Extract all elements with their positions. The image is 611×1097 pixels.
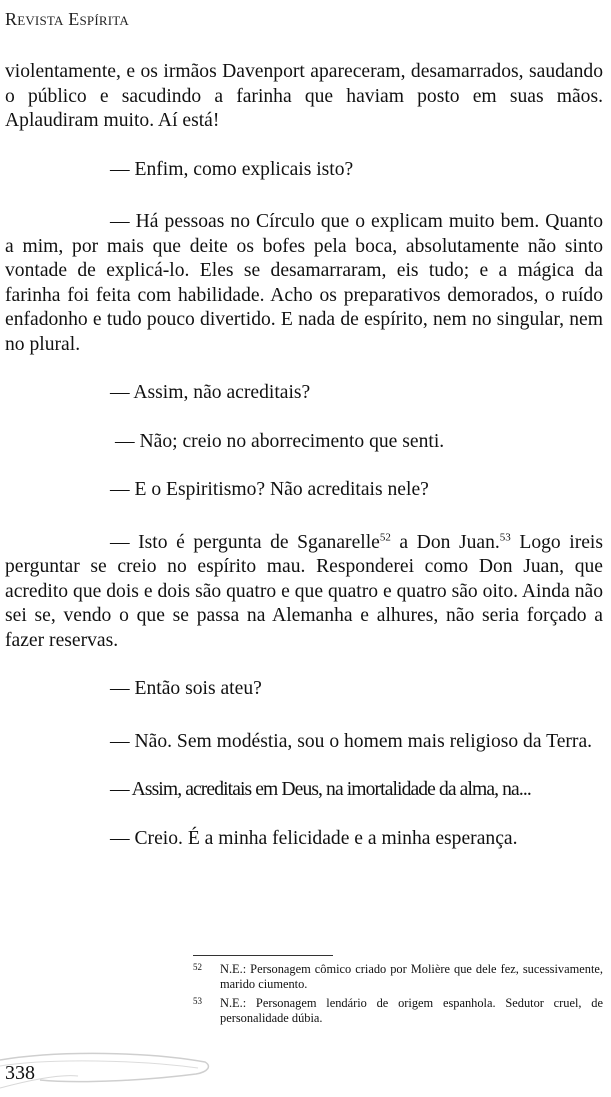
footnote-number: 52 bbox=[193, 962, 202, 972]
footnotes bbox=[193, 962, 603, 1030]
dialogue-line: — Não; creio no aborrecimento que senti. bbox=[115, 430, 445, 452]
footnote bbox=[193, 962, 603, 992]
dialogue-paragraph bbox=[5, 531, 603, 654]
paragraph-text: Logo ireis perguntar se creio no espírito mau. Responderei como Don Juan, que acredito que dois e dois são quatro e que quatro e quatro são oito. Ainda não sei se, vendo o que se passa na Alemanha e alhures, não seria forçado a fazer reservas. bbox=[5, 531, 604, 651]
paragraph-text: a Don Juan. bbox=[390, 531, 500, 553]
body-text bbox=[5, 60, 603, 851]
dialogue-paragraph: — Não. Sem modéstia, sou o homem mais religioso da Terra. bbox=[110, 730, 593, 752]
dialogue-paragraph: — Há pessoas no Círculo que o explicam muito bem. Quanto a mim, por mais que deite os bofes pela boca, absolutamente não sinto vontade de explicá-lo. Eles se desamarraram, eis tudo; e a mágica da farinha foi feita com habilidade. Acho os preparativos demorados, o ruído enfadonho e tudo pouco divertido. E nada de espírito, nem no singular, nem no plural. bbox=[5, 211, 603, 355]
paragraph-text: — Isto é pergunta de Sganarelle bbox=[110, 531, 380, 553]
dialogue-line: — E o Espiritismo? Não acreditais nele? bbox=[110, 479, 429, 500]
footnote bbox=[193, 996, 603, 1026]
footnote-ref[interactable]: 52 bbox=[379, 530, 391, 543]
page-number: 338 bbox=[5, 1062, 35, 1084]
footnote-text: N.E.: Personagem cômico criado por Molière que dele fez, sucessivamente, marido ciumento. bbox=[220, 962, 603, 991]
dialogue-line: — Assim, acreditais em Deus, na imortalidade da alma, na... bbox=[110, 779, 531, 800]
paragraph: violentamente, e os irmãos Davenport apareceram, desamarrados, saudando o público e sacudindo a farinha que haviam posto em suas mãos. Aplaudiram muito. Aí está! bbox=[5, 61, 603, 131]
running-head: Revista Espírita bbox=[5, 9, 129, 29]
dialogue-line: — Creio. É a minha felicidade e a minha esperança. bbox=[110, 827, 518, 849]
dialogue-line: — Enfim, como explicais isto? bbox=[110, 158, 354, 180]
dialogue-line: — Então sois ateu? bbox=[110, 678, 262, 699]
footnote-ref[interactable]: 53 bbox=[499, 530, 511, 543]
dialogue-line: — Assim, não acreditais? bbox=[110, 382, 311, 403]
footnote-text: N.E.: Personagem lendário de origem espanhola. Sedutor cruel, de personalidade dúbia. bbox=[220, 996, 603, 1025]
footnote-number: 53 bbox=[193, 996, 202, 1006]
footnote-divider bbox=[193, 955, 333, 956]
